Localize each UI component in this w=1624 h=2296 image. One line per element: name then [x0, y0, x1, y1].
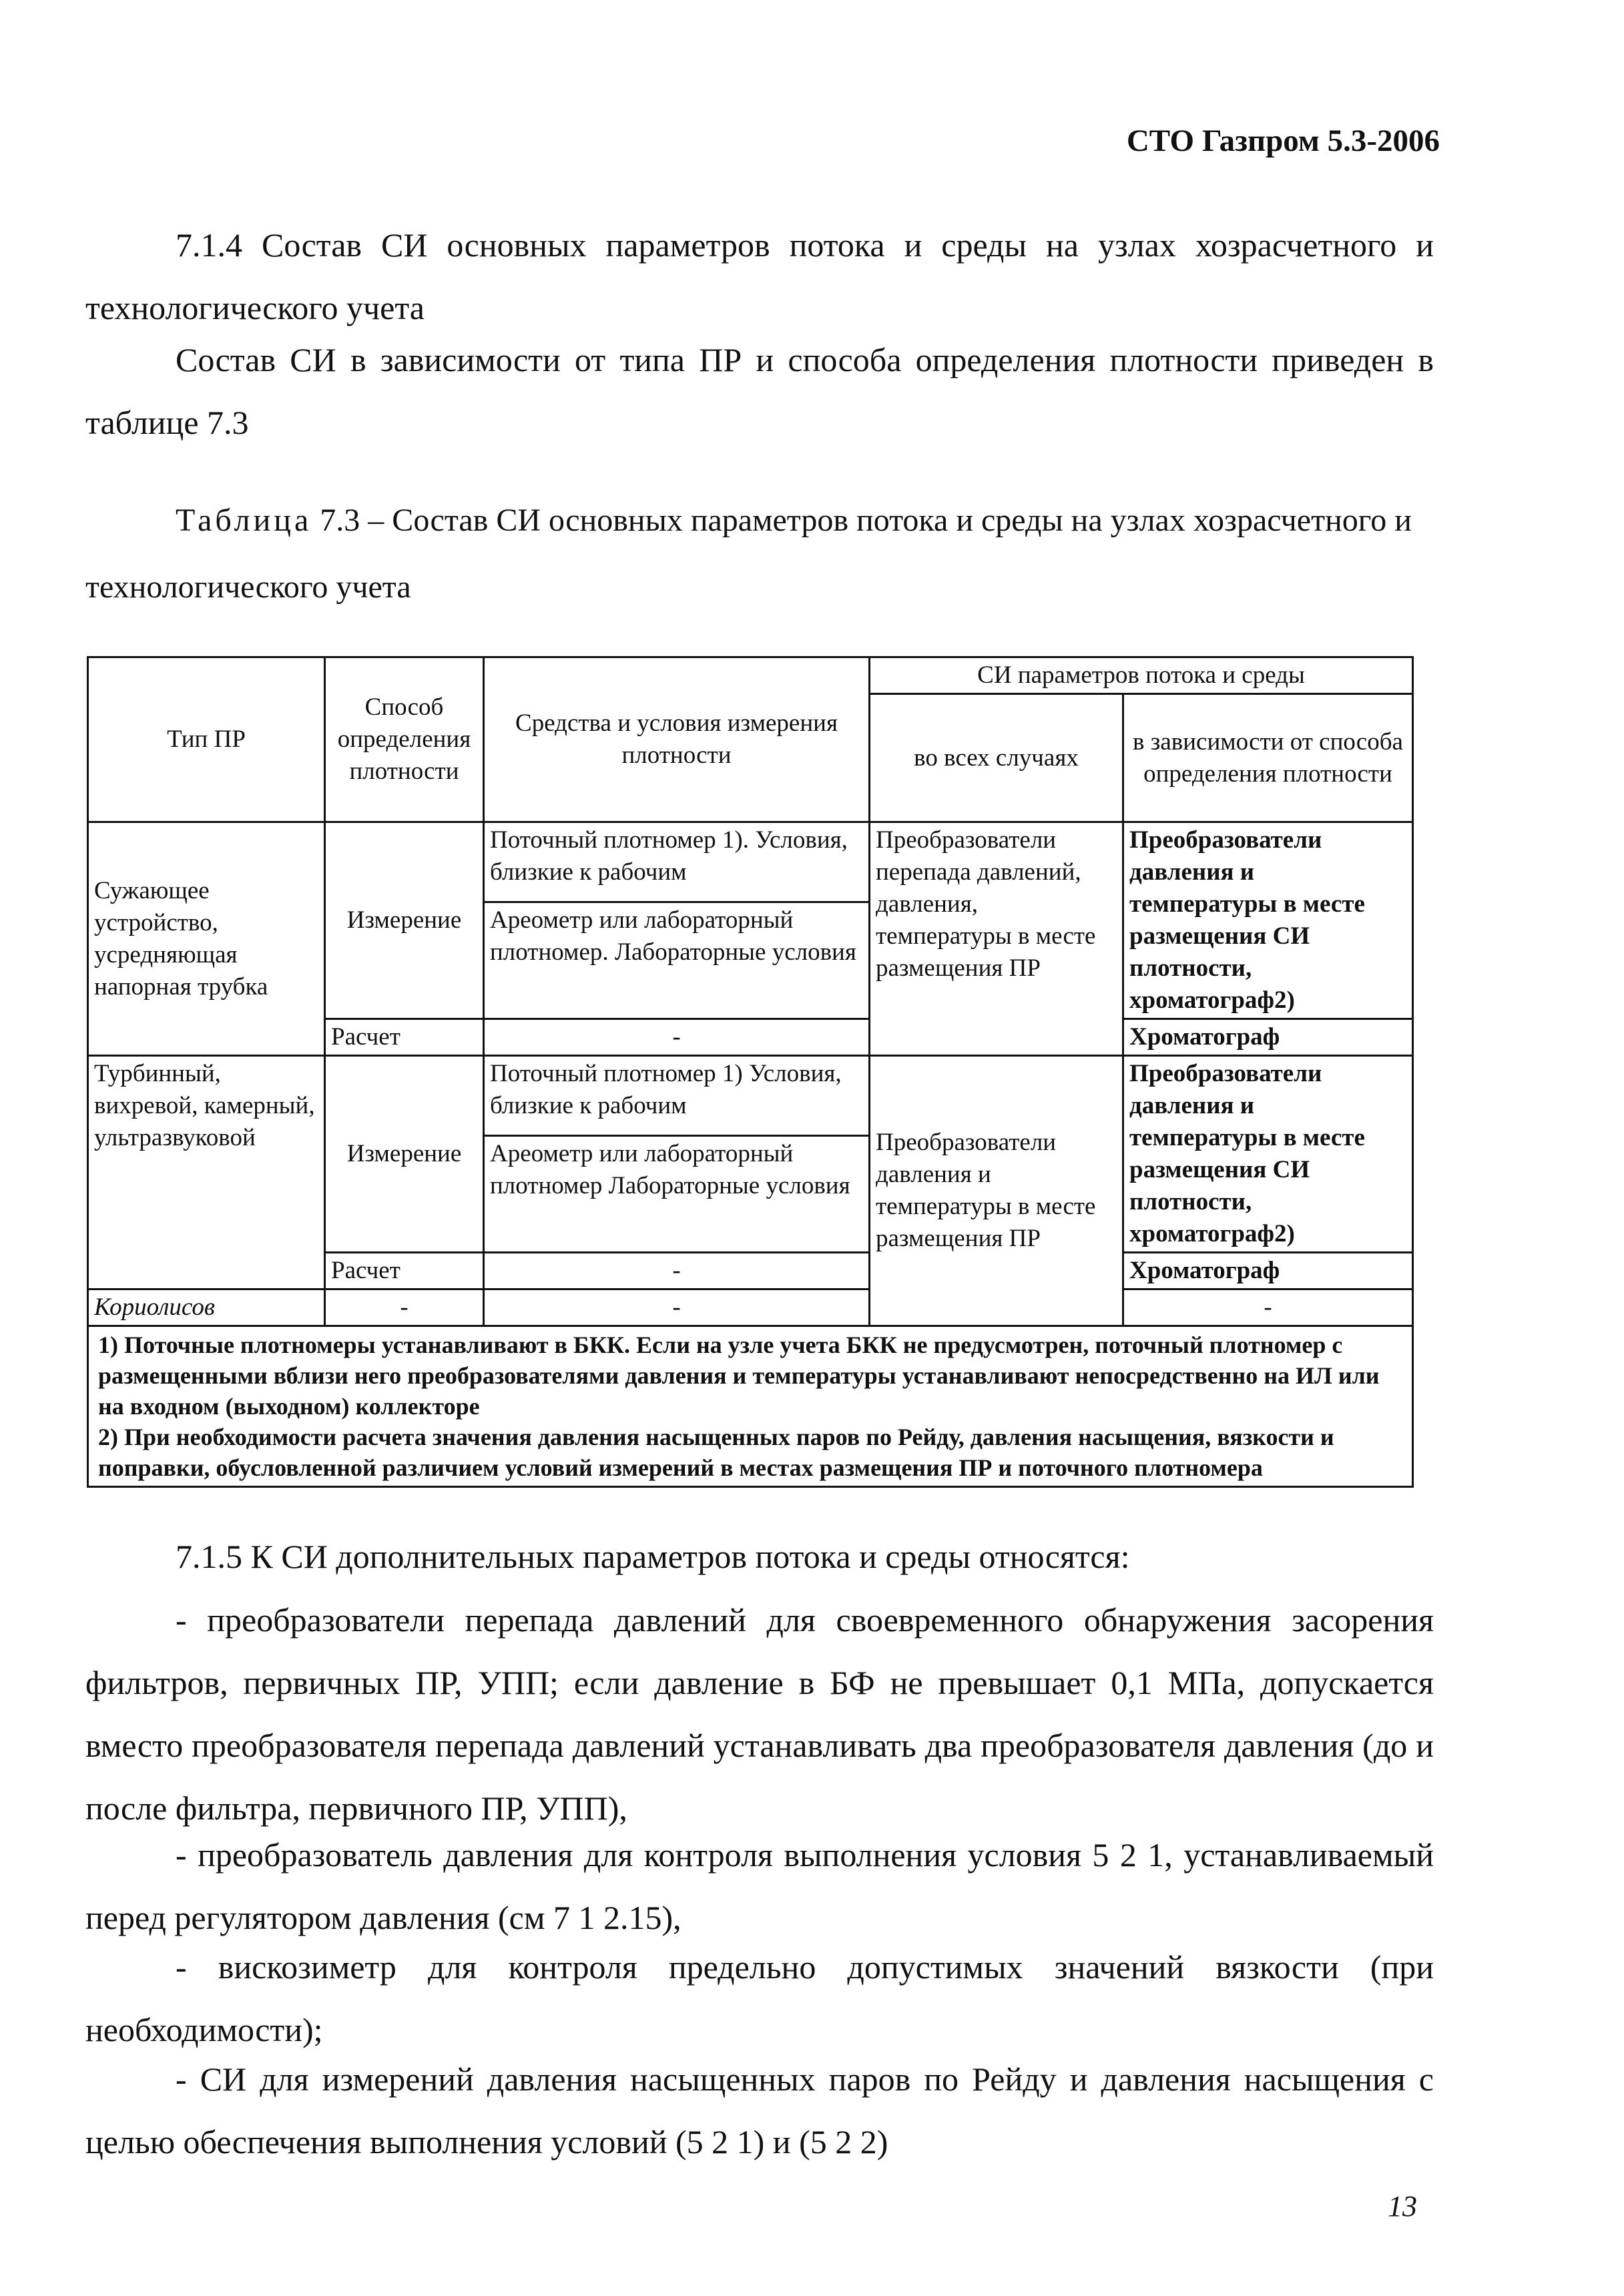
group1-means-2: Ареометр или лабораторный плотномер. Лабораторные условия: [484, 902, 870, 1019]
group1-all-cases: Преобразователи перепада давлений, давления, температуры в месте размещения ПР: [870, 822, 1123, 1056]
table-caption-text: 7.3 – Состав СИ основных параметров потока и среды на узлах хозрасчетного и технологического учета: [85, 503, 1412, 605]
section-7-1-5-intro: 7.1.5 К СИ дополнительных параметров потока и среды относятся:: [176, 1538, 1130, 1575]
section-7-1-5-item-3: - вискозиметр для контроля предельно допустимых значений вязкости (при необходимости);: [85, 1948, 1434, 2048]
page-number: 13: [1388, 2190, 1417, 2223]
group2-depending-calc: Хроматограф: [1123, 1253, 1413, 1289]
footnote-2: 2) При необходимости расчета значения давления насыщенных паров по Рейду, давления насыщения, вязкости и поправки, обусловленной различием условий измерений в местах размещения ПР и поточного плотномера: [98, 1424, 1334, 1481]
group1-type: Сужающее устройство, усредняющая напорная трубка: [88, 822, 325, 1056]
group1-method-calc: Расчет: [325, 1019, 484, 1056]
section-7-1-4-intro: Состав СИ в зависимости от типа ПР и способа определения плотности приведен в таблице 7.3: [85, 341, 1434, 441]
group2-method-measure: Измерение: [325, 1056, 484, 1253]
group2-type: Турбинный, вихревой, камерный, ультразвуковой: [88, 1056, 325, 1289]
group2-all-cases: Преобразователи давления и температуры в месте размещения ПР: [870, 1056, 1123, 1326]
group1-means-1: Поточный плотномер 1). Условия, близкие к рабочим: [484, 822, 870, 902]
group1-depending-measure: Преобразователи давления и температуры в месте размещения СИ плотности, хроматограф2): [1123, 822, 1413, 1019]
group1-depending-calc: Хроматограф: [1123, 1019, 1413, 1056]
si-composition-table: [87, 656, 1414, 1488]
table-footnotes: [88, 1326, 1413, 1487]
group2-depending-measure: Преобразователи давления и температуры в месте размещения СИ плотности, хроматограф2): [1123, 1056, 1413, 1253]
group3-means: -: [484, 1289, 870, 1326]
table-caption: [85, 487, 1434, 621]
header-type: Тип ПР: [88, 657, 325, 822]
section-7-1-5-item-1: - преобразователи перепада давлений для своевременного обнаружения засорения фильтров, первичных ПР, УПП; если давление в БФ не превышает 0,1 МПа, допускается вместо преобразователя перепада давлений устанавливать два преобразователя давления (до и после фильтра, первичного ПР, УПП),: [85, 1601, 1434, 1827]
group3-type: Кориолисов: [88, 1289, 325, 1326]
header-si-group: СИ параметров потока и среды: [870, 657, 1413, 694]
header-means: Средства и условия измерения плотности: [484, 657, 870, 822]
group2-means-2: Ареометр или лабораторный плотномер Лабораторные условия: [484, 1136, 870, 1253]
section-7-1-5-item-4: - СИ для измерений давления насыщенных паров по Рейду и давления насыщения с целью обеспечения выполнения условий (5 2 1) и (5 2 2): [85, 2060, 1434, 2161]
section-7-1-4-heading: 7.1.4 Состав СИ основных параметров потока и среды на узлах хозрасчетного и технологического учета: [85, 226, 1434, 326]
header-all-cases: во всех случаях: [870, 694, 1123, 822]
group2-means-calc: -: [484, 1253, 870, 1289]
group2-method-calc: Расчет: [325, 1253, 484, 1289]
group3-method: -: [325, 1289, 484, 1326]
section-7-1-5-item-2: - преобразователь давления для контроля выполнения условия 5 2 1, устанавливаемый перед регулятором давления (см 7 1 2.15),: [85, 1836, 1434, 1936]
group3-depending: -: [1123, 1289, 1413, 1326]
group1-method-measure: Измерение: [325, 822, 484, 1019]
group2-means-1: Поточный плотномер 1) Условия, близкие к рабочим: [484, 1056, 870, 1136]
group1-means-calc: -: [484, 1019, 870, 1056]
document-code: СТО Газпром 5.3-2006: [1126, 123, 1440, 158]
header-method: Способ определения плотности: [325, 657, 484, 822]
header-depending: в зависимости от способа определения плотности: [1123, 694, 1413, 822]
table-caption-label: Таблица: [176, 503, 312, 538]
footnote-1: 1) Поточные плотномеры устанавливают в БКК. Если на узле учета БКК не предусмотрен, поточный плотномер с размещенными вблизи него преобразователями давления и температуры устанавливают непосредственно на ИЛ или на входном (выходном) коллекторе: [98, 1332, 1380, 1420]
